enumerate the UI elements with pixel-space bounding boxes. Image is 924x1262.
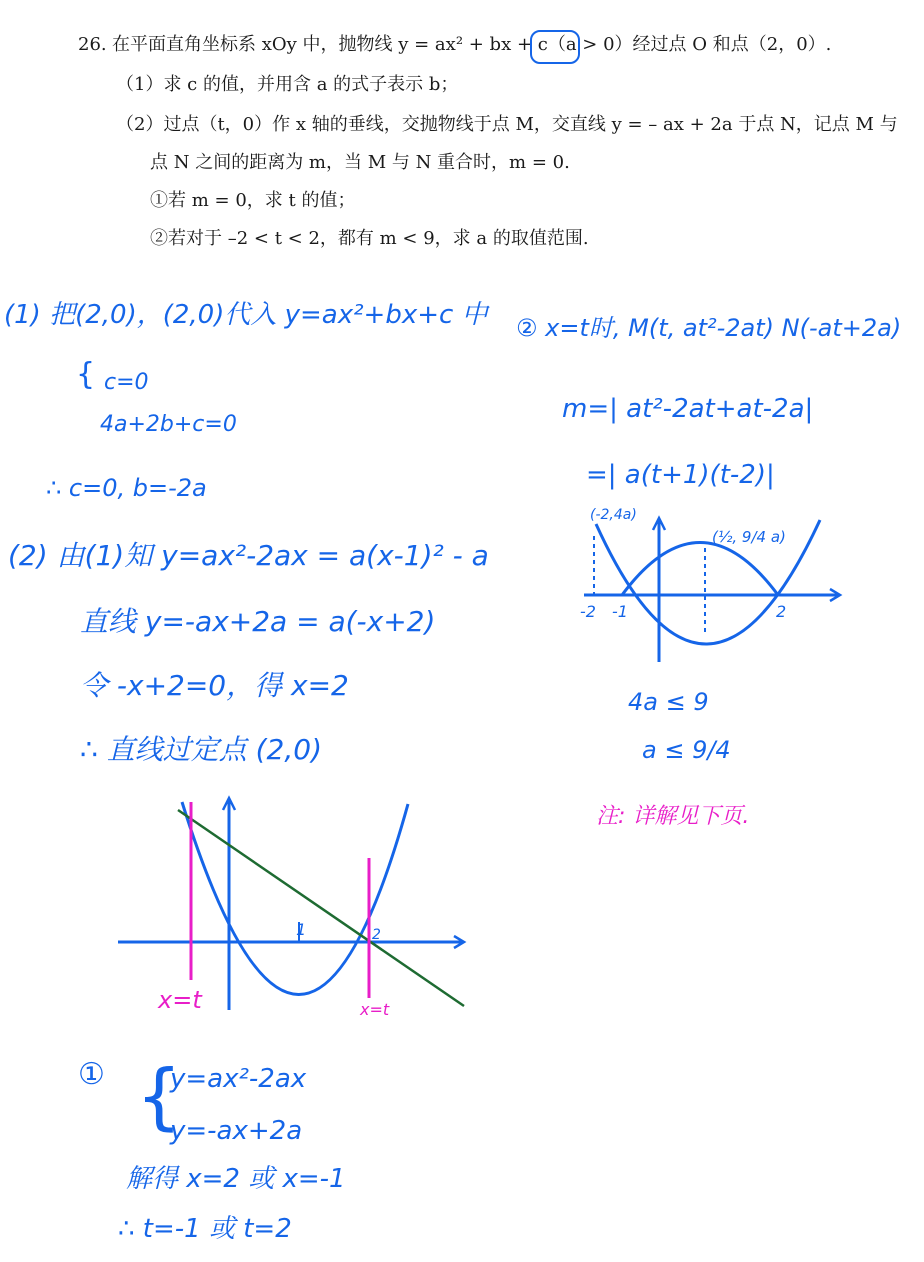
solution-part1-eq2: 4a+2b+c=0 [100,412,237,437]
left-graph-label-xt-right: x=t [360,1000,390,1019]
problem-part2-line1: （2）过点（t，0）作 x 轴的垂线，交抛物线于点 M，交直线 y = – ax + 2a 于点 N，记点 M 与 [116,114,898,135]
solution-sub1-result: ∴ t=-1 或 t=2 [118,1214,292,1244]
solution-sub2-line1: ② x=t时, M(t, at²-2at) N(-at+2a) [516,314,902,342]
solution-part2-line1: (2) 由(1)知 y=ax²-2ax = a(x-1)² - a [8,539,489,572]
solution-sub2-line2: m=| at²-2at+at-2a| [562,394,814,424]
solution-part2-line2: 直线 y=-ax+2a = a(-x+2) [80,605,436,638]
right-graph-parabola-upper [622,543,778,596]
problem-sub1: ①若 m = 0，求 t 的值； [150,190,356,211]
right-graph-tick-2: 2 [776,602,787,621]
left-graph-label-xt-left: x=t [158,986,202,1014]
solution-sub1-mark: ① [78,1057,105,1092]
right-graph-parabola-lower [596,520,820,644]
right-graph-point-top: (½, 9/4 a) [712,528,786,546]
left-graph-label-2: 2 [372,927,381,943]
solution-sub2-ineq2: a ≤ 9/4 [642,736,731,764]
solution-sub2-line3: =| a(t+1)(t-2)| [586,460,775,490]
solution-note: 注: 详解见下页. [596,804,750,829]
solution-sub1-solve: 解得 x=2 或 x=-1 [126,1164,346,1194]
right-graph-point-left: (-2,4a) [590,507,637,523]
solution-part2-line3: 令 -x+2=0，得 x=2 [80,669,349,702]
solution-sub1-eq2: y=-ax+2a [170,1116,303,1146]
solution-sub2-ineq1: 4a ≤ 9 [628,688,709,716]
solution-part2-line4: ∴ 直线过定点 (2,0) [80,733,322,766]
solution-part1-line: (1) 把(2,0)，(2,0)代入 y=ax²+bx+c 中 [4,300,488,330]
brace-left-2: { [136,1054,182,1138]
solution-part1-eq1: c=0 [104,370,149,395]
problem-sub2: ②若对于 –2 < t < 2，都有 m < 9，求 a 的取值范围. [150,228,589,249]
brace-left-1: { [76,357,96,392]
problem-part2-line2: 点 N 之间的距离为 m，当 M 与 N 重合时，m = 0. [150,152,570,173]
solution-part1-result: ∴ c=0, b=-2a [46,474,207,502]
right-graph-tick-m1: -1 [612,602,628,621]
right-graph-tick-m2: -2 [580,602,596,621]
solution-sub1-eq1: y=ax²-2ax [170,1064,307,1094]
problem-number: 26. [78,34,107,55]
problem-part1: （1）求 c 的值，并用含 a 的式子表示 b； [116,74,459,95]
problem-stem: 在平面直角坐标系 xOy 中，抛物线 y = ax² + bx + c（a > 0）经过点 O 和点（2，0）. [112,34,832,55]
left-graph-label-1: 1 [296,920,307,939]
